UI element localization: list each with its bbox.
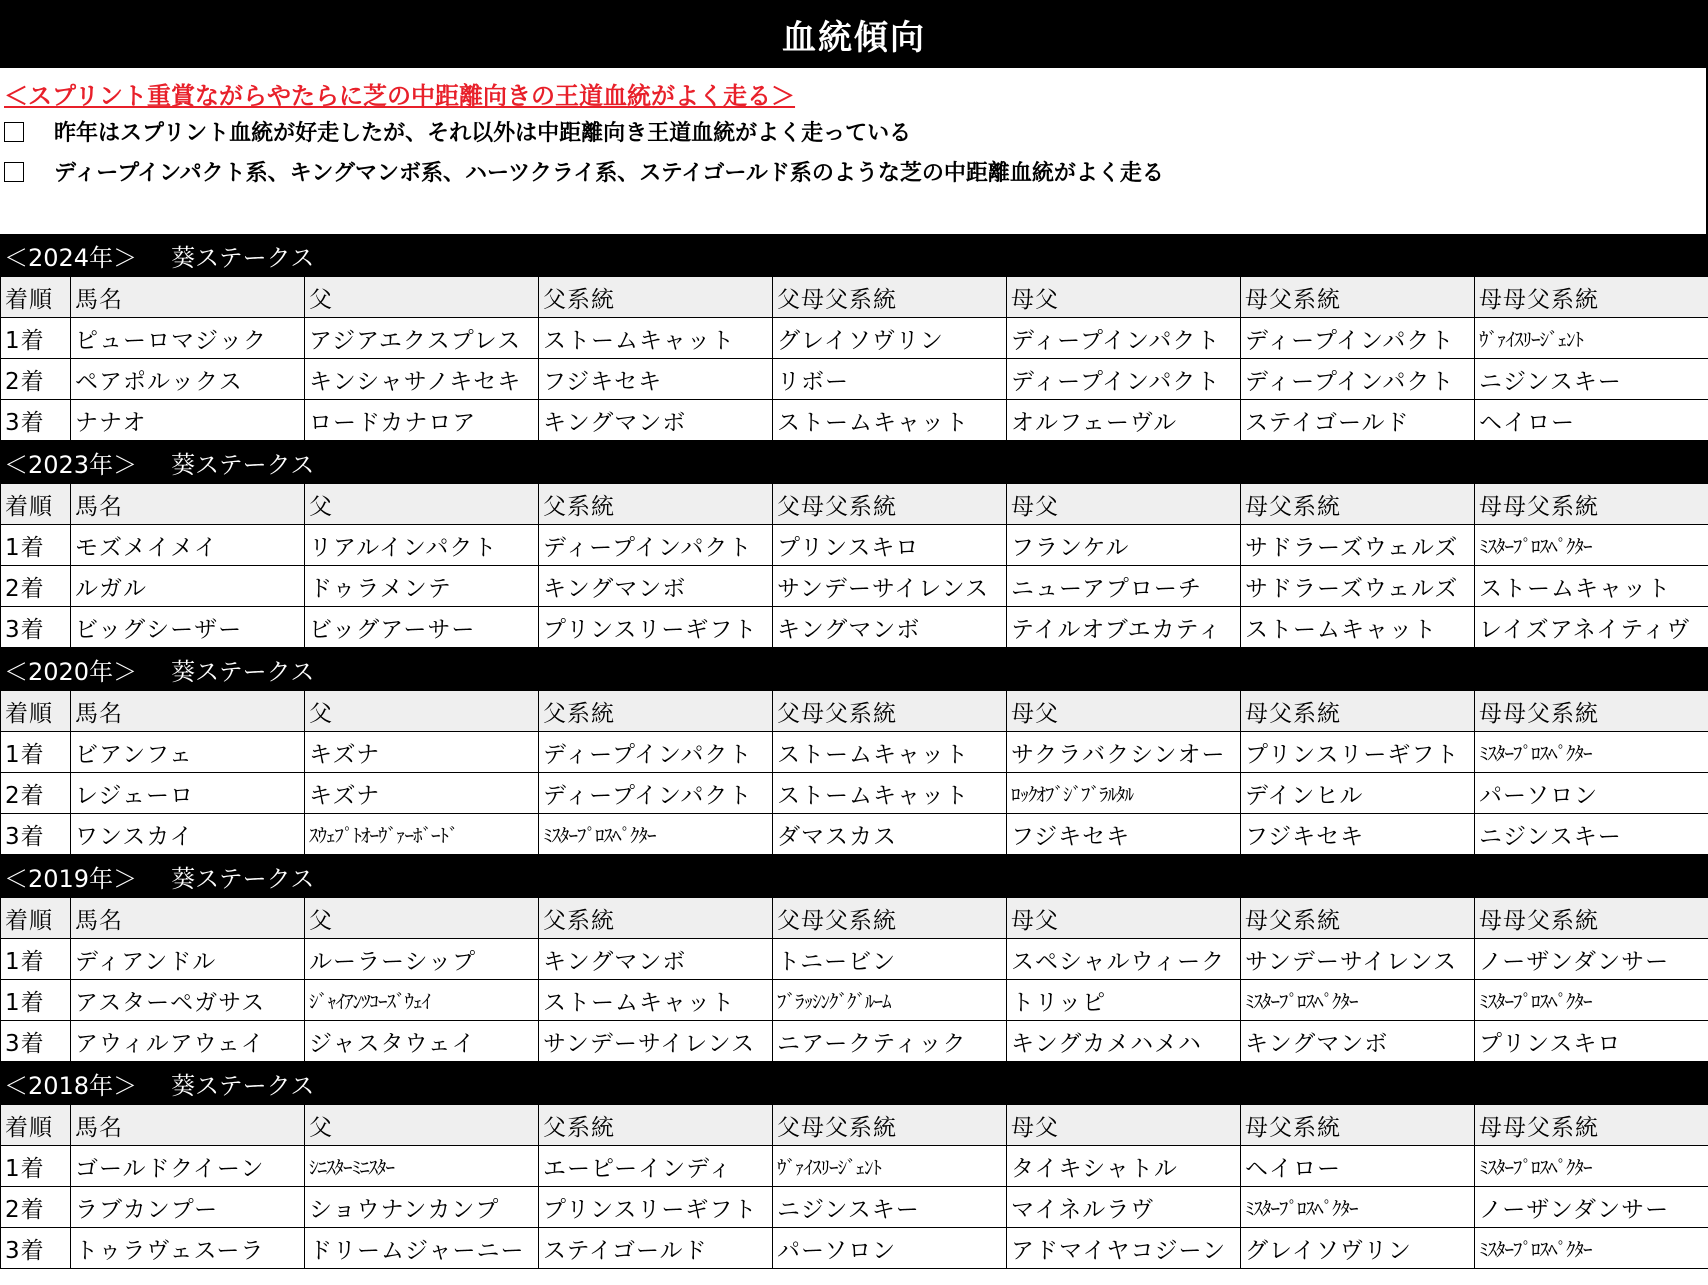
table-cell: ビアンフェ <box>71 732 305 773</box>
table-cell: グレイソヴリン <box>773 318 1007 359</box>
column-header: 母母父系統 <box>1475 898 1708 939</box>
column-header: 着順 <box>1 691 71 732</box>
table-cell: 1着 <box>1 1146 71 1187</box>
table-cell: サンデーサイレンス <box>539 1021 773 1062</box>
race-section <box>0 855 1708 1062</box>
table-cell: ニジンスキー <box>773 1187 1007 1228</box>
table-cell: 3着 <box>1 1021 71 1062</box>
table-cell: 3着 <box>1 400 71 441</box>
headline: ＜スプリント重賞ながらやたらに芝の中距離向きの王道血統がよく走る＞ <box>4 82 796 110</box>
column-header: 父 <box>305 898 539 939</box>
table-cell: 1着 <box>1 525 71 566</box>
table-cell: 3着 <box>1 814 71 855</box>
table-cell: ラブカンプー <box>71 1187 305 1228</box>
column-header: 父母父系統 <box>773 1105 1007 1146</box>
section-header <box>0 855 1708 897</box>
column-header: 父 <box>305 484 539 525</box>
table-cell: ワンスカイ <box>71 814 305 855</box>
table-cell: ノーザンダンサー <box>1475 939 1708 980</box>
column-header: 母父 <box>1007 277 1241 318</box>
table-cell: ディープインパクト <box>1241 318 1475 359</box>
column-header: 母父系統 <box>1241 484 1475 525</box>
section-header <box>0 234 1708 276</box>
table-cell: ニアークティック <box>773 1021 1007 1062</box>
table-cell: ﾐｽﾀｰﾌﾟﾛｽﾍﾟｸﾀｰ <box>1475 732 1708 773</box>
table-cell: ゴールドクイーン <box>71 1146 305 1187</box>
checkbox-icon <box>4 162 24 182</box>
table-cell: テイルオブエカティ <box>1007 607 1241 648</box>
table-cell: ストームキャット <box>773 400 1007 441</box>
table-cell: ディープインパクト <box>1007 318 1241 359</box>
table-cell: サドラーズウェルズ <box>1241 566 1475 607</box>
table-header-row <box>1 898 1708 939</box>
column-header: 馬名 <box>71 691 305 732</box>
section-race-name: 葵ステークス <box>171 243 315 272</box>
column-header: 父系統 <box>539 1105 773 1146</box>
table-cell: ヘイロー <box>1475 400 1708 441</box>
column-header: 父 <box>305 277 539 318</box>
table-cell: ステイゴールド <box>1241 400 1475 441</box>
table-cell: パーソロン <box>773 1228 1007 1269</box>
table-cell: フジキセキ <box>1007 814 1241 855</box>
race-section <box>0 1062 1708 1269</box>
results-sections <box>0 234 1708 1269</box>
table-cell: ニジンスキー <box>1475 814 1708 855</box>
column-header: 母母父系統 <box>1475 277 1708 318</box>
table-cell: ストームキャット <box>1475 566 1708 607</box>
column-header: 母父 <box>1007 691 1241 732</box>
column-header: 父母父系統 <box>773 898 1007 939</box>
table-cell: ｳﾞｧｲｽﾘｰｼﾞｪﾝﾄ <box>773 1146 1007 1187</box>
column-header: 馬名 <box>71 898 305 939</box>
table-cell: サドラーズウェルズ <box>1241 525 1475 566</box>
table-cell: ディープインパクト <box>539 732 773 773</box>
table-cell: ストームキャット <box>773 732 1007 773</box>
table-cell: ステイゴールド <box>539 1228 773 1269</box>
results-table <box>0 690 1708 855</box>
table-cell: オルフェーヴル <box>1007 400 1241 441</box>
table-cell: ドゥラメンテ <box>305 566 539 607</box>
table-cell: プリンスキロ <box>773 525 1007 566</box>
column-header: 父系統 <box>539 898 773 939</box>
section-year: ＜2023年＞ <box>4 450 138 479</box>
table-row <box>1 1146 1708 1187</box>
bullet-item <box>4 116 911 147</box>
table-cell: ディープインパクト <box>1007 359 1241 400</box>
table-cell: 3着 <box>1 1228 71 1269</box>
table-cell: アウィルアウェイ <box>71 1021 305 1062</box>
table-cell: フジキセキ <box>1241 814 1475 855</box>
table-cell: ショウナンカンプ <box>305 1187 539 1228</box>
table-row <box>1 1228 1708 1269</box>
table-cell: ディープインパクト <box>539 525 773 566</box>
intro-panel <box>0 68 1708 234</box>
column-header: 父系統 <box>539 691 773 732</box>
column-header: 母父系統 <box>1241 277 1475 318</box>
page-title: 血統傾向 <box>0 0 1708 68</box>
bullet-text: ディープインパクト系、キングマンボ系、ハーツクライ系、ステイゴールド系のような芝の中距離血統がよく走る <box>54 161 1164 186</box>
table-row <box>1 525 1708 566</box>
table-cell: モズメイメイ <box>71 525 305 566</box>
table-cell: ｳﾞｧｲｽﾘｰｼﾞｪﾝﾄ <box>1475 318 1708 359</box>
column-header: 馬名 <box>71 484 305 525</box>
table-cell: ピューロマジック <box>71 318 305 359</box>
section-race-name: 葵ステークス <box>171 1071 315 1100</box>
results-table <box>0 276 1708 441</box>
table-row <box>1 732 1708 773</box>
section-year: ＜2019年＞ <box>4 864 138 893</box>
column-header: 父系統 <box>539 484 773 525</box>
table-cell: グレイソヴリン <box>1241 1228 1475 1269</box>
table-cell: スペシャルウィーク <box>1007 939 1241 980</box>
table-cell: ｼﾞｬｲｱﾝﾂｺｰｽﾞｳｪｲ <box>305 980 539 1021</box>
table-row <box>1 773 1708 814</box>
table-cell: プリンスキロ <box>1475 1021 1708 1062</box>
table-cell: ﾐｽﾀｰﾌﾟﾛｽﾍﾟｸﾀｰ <box>539 814 773 855</box>
table-row <box>1 566 1708 607</box>
table-header-row <box>1 691 1708 732</box>
table-cell: ディープインパクト <box>539 773 773 814</box>
table-cell: ﾌﾞﾗｯｼﾝｸﾞｸﾞﾙｰﾑ <box>773 980 1007 1021</box>
table-cell: フジキセキ <box>539 359 773 400</box>
results-table <box>0 1104 1708 1269</box>
table-cell: 1着 <box>1 980 71 1021</box>
table-header-row <box>1 1105 1708 1146</box>
section-header <box>0 1062 1708 1104</box>
column-header: 母母父系統 <box>1475 691 1708 732</box>
table-cell: ニジンスキー <box>1475 359 1708 400</box>
table-cell: 2着 <box>1 773 71 814</box>
table-cell: ルガル <box>71 566 305 607</box>
table-cell: プリンスリーギフト <box>539 1187 773 1228</box>
table-cell: マイネルラヴ <box>1007 1187 1241 1228</box>
column-header: 母父 <box>1007 1105 1241 1146</box>
section-year: ＜2024年＞ <box>4 243 138 272</box>
table-cell: ナナオ <box>71 400 305 441</box>
column-header: 母母父系統 <box>1475 1105 1708 1146</box>
table-cell: ﾐｽﾀｰﾌﾟﾛｽﾍﾟｸﾀｰ <box>1475 980 1708 1021</box>
table-cell: ロードカナロア <box>305 400 539 441</box>
results-table <box>0 483 1708 648</box>
table-cell: ビッグシーザー <box>71 607 305 648</box>
table-cell: ジャスタウェイ <box>305 1021 539 1062</box>
section-race-name: 葵ステークス <box>171 864 315 893</box>
table-cell: ストームキャット <box>1241 607 1475 648</box>
column-header: 馬名 <box>71 1105 305 1146</box>
table-cell: ドリームジャーニー <box>305 1228 539 1269</box>
table-cell: ルーラーシップ <box>305 939 539 980</box>
table-cell: トゥラヴェスーラ <box>71 1228 305 1269</box>
table-cell: ノーザンダンサー <box>1475 1187 1708 1228</box>
table-cell: ﾐｽﾀｰﾌﾟﾛｽﾍﾟｸﾀｰ <box>1241 980 1475 1021</box>
table-cell: タイキシャトル <box>1007 1146 1241 1187</box>
results-table <box>0 897 1708 1062</box>
table-cell: サクラバクシンオー <box>1007 732 1241 773</box>
bullet-item <box>4 156 1164 187</box>
table-cell: キズナ <box>305 732 539 773</box>
table-cell: アドマイヤコジーン <box>1007 1228 1241 1269</box>
section-race-name: 葵ステークス <box>171 657 315 686</box>
column-header: 父系統 <box>539 277 773 318</box>
table-cell: ストームキャット <box>539 980 773 1021</box>
table-row <box>1 1187 1708 1228</box>
race-section <box>0 234 1708 441</box>
section-header <box>0 441 1708 483</box>
column-header: 母父 <box>1007 898 1241 939</box>
column-header: 父母父系統 <box>773 277 1007 318</box>
table-cell: サンデーサイレンス <box>773 566 1007 607</box>
table-cell: キングカメハメハ <box>1007 1021 1241 1062</box>
table-cell: パーソロン <box>1475 773 1708 814</box>
table-cell: 3着 <box>1 607 71 648</box>
table-cell: キンシャサノキセキ <box>305 359 539 400</box>
column-header: 着順 <box>1 484 71 525</box>
table-cell: キングマンボ <box>773 607 1007 648</box>
column-header: 父母父系統 <box>773 484 1007 525</box>
table-cell: レイズアネイティヴ <box>1475 607 1708 648</box>
column-header: 父母父系統 <box>773 691 1007 732</box>
table-cell: アジアエクスプレス <box>305 318 539 359</box>
table-row <box>1 939 1708 980</box>
section-header <box>0 648 1708 690</box>
table-row <box>1 400 1708 441</box>
table-cell: ビッグアーサー <box>305 607 539 648</box>
table-cell: ｼﾆｽﾀｰﾐﾆｽﾀｰ <box>305 1146 539 1187</box>
column-header: 着順 <box>1 898 71 939</box>
column-header: 母父系統 <box>1241 898 1475 939</box>
table-cell: 1着 <box>1 939 71 980</box>
column-header: 母父系統 <box>1241 1105 1475 1146</box>
table-cell: ｽｳｪﾌﾟﾄｵｰｳﾞｧｰﾎﾞｰﾄﾞ <box>305 814 539 855</box>
table-cell: ストームキャット <box>773 773 1007 814</box>
table-cell: トニービン <box>773 939 1007 980</box>
table-cell: キングマンボ <box>539 939 773 980</box>
table-cell: ヘイロー <box>1241 1146 1475 1187</box>
column-header: 母母父系統 <box>1475 484 1708 525</box>
table-cell: キングマンボ <box>539 566 773 607</box>
table-header-row <box>1 277 1708 318</box>
table-cell: トリッピ <box>1007 980 1241 1021</box>
column-header: 父 <box>305 1105 539 1146</box>
table-cell: アスターペガサス <box>71 980 305 1021</box>
table-cell: リボー <box>773 359 1007 400</box>
table-cell: キングマンボ <box>539 400 773 441</box>
race-section <box>0 441 1708 648</box>
table-row <box>1 814 1708 855</box>
table-cell: リアルインパクト <box>305 525 539 566</box>
table-cell: ディープインパクト <box>1241 359 1475 400</box>
table-cell: キズナ <box>305 773 539 814</box>
table-cell: ﾐｽﾀｰﾌﾟﾛｽﾍﾟｸﾀｰ <box>1475 1228 1708 1269</box>
race-section <box>0 648 1708 855</box>
bullet-text: 昨年はスプリント血統が好走したが、それ以外は中距離向き王道血統がよく走っている <box>54 121 912 146</box>
column-header: 父 <box>305 691 539 732</box>
table-cell: プリンスリーギフト <box>1241 732 1475 773</box>
table-cell: サンデーサイレンス <box>1241 939 1475 980</box>
table-cell: 1着 <box>1 318 71 359</box>
table-cell: ﾐｽﾀｰﾌﾟﾛｽﾍﾟｸﾀｰ <box>1241 1187 1475 1228</box>
table-cell: エーピーインディ <box>539 1146 773 1187</box>
table-row <box>1 1021 1708 1062</box>
table-cell: レジェーロ <box>71 773 305 814</box>
section-year: ＜2020年＞ <box>4 657 138 686</box>
column-header: 着順 <box>1 277 71 318</box>
table-cell: 2着 <box>1 359 71 400</box>
table-cell: 2着 <box>1 1187 71 1228</box>
table-cell: ﾐｽﾀｰﾌﾟﾛｽﾍﾟｸﾀｰ <box>1475 525 1708 566</box>
section-year: ＜2018年＞ <box>4 1071 138 1100</box>
column-header: 母父系統 <box>1241 691 1475 732</box>
table-cell: フランケル <box>1007 525 1241 566</box>
table-row <box>1 607 1708 648</box>
checkbox-icon <box>4 122 24 142</box>
table-row <box>1 318 1708 359</box>
table-cell: ペアポルックス <box>71 359 305 400</box>
table-cell: ダマスカス <box>773 814 1007 855</box>
table-row <box>1 980 1708 1021</box>
table-cell: ﾛｯｸｵﾌﾞｼﾞﾌﾞﾗﾙﾀﾙ <box>1007 773 1241 814</box>
table-cell: ディアンドル <box>71 939 305 980</box>
table-cell: デインヒル <box>1241 773 1475 814</box>
column-header: 母父 <box>1007 484 1241 525</box>
section-race-name: 葵ステークス <box>171 450 315 479</box>
table-header-row <box>1 484 1708 525</box>
table-cell: 2着 <box>1 566 71 607</box>
column-header: 着順 <box>1 1105 71 1146</box>
table-cell: ストームキャット <box>539 318 773 359</box>
table-cell: キングマンボ <box>1241 1021 1475 1062</box>
column-header: 馬名 <box>71 277 305 318</box>
table-cell: プリンスリーギフト <box>539 607 773 648</box>
table-row <box>1 359 1708 400</box>
table-cell: ニューアプローチ <box>1007 566 1241 607</box>
table-cell: ﾐｽﾀｰﾌﾟﾛｽﾍﾟｸﾀｰ <box>1475 1146 1708 1187</box>
table-cell: 1着 <box>1 732 71 773</box>
